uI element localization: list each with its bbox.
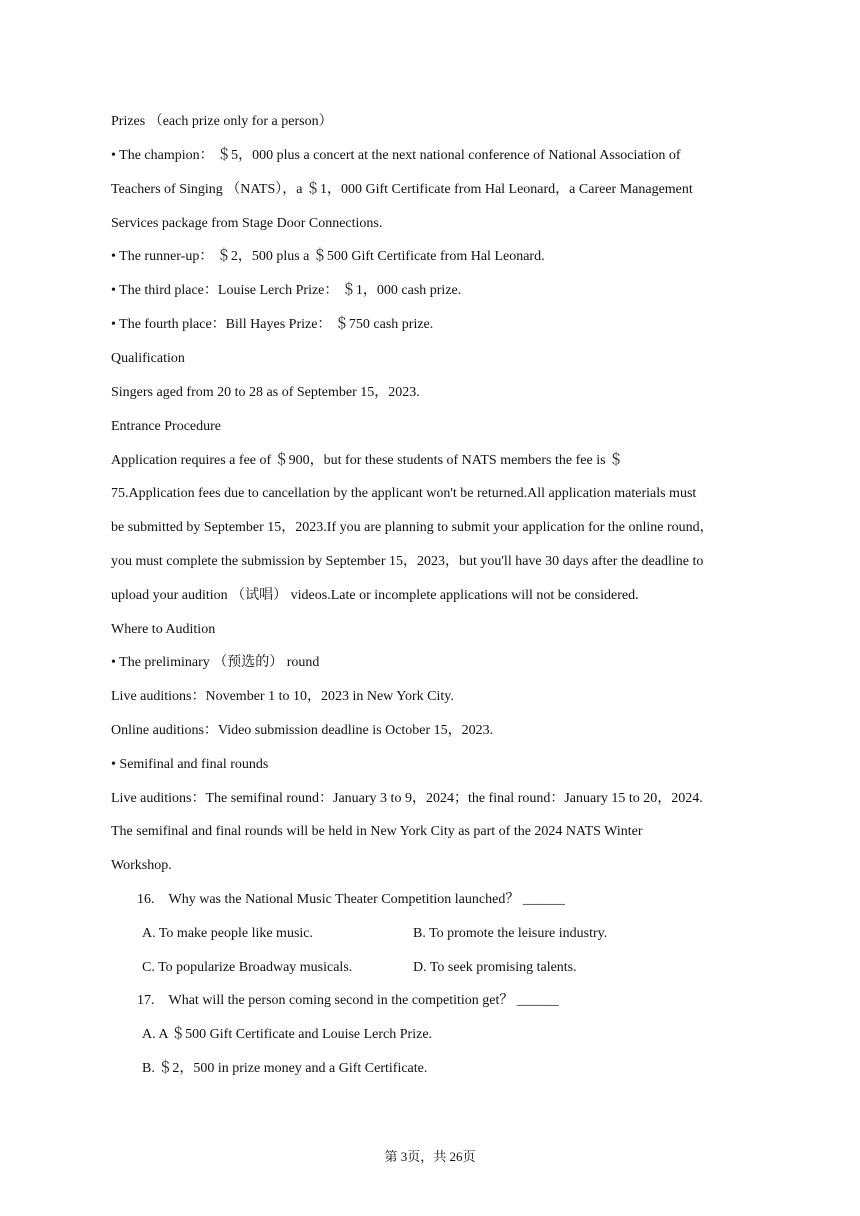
live-auditions-preliminary: Live auditions：November 1 to 10，2023 in New York City. [111,689,454,704]
preliminary-round: • The preliminary （预选的） round [111,655,320,670]
prize-fourth-place: • The fourth place：Bill Hayes Prize： ＄750 cash prize. [111,317,434,332]
heading-where-to-audition: Where to Audition [111,622,216,637]
heading-entrance-procedure: Entrance Procedure [111,419,221,434]
prize-champion-cont: Teachers of Singing （NATS），a ＄1，000 Gift Certificate from Hal Leonard，a Career Management [111,182,693,197]
procedure-text: 75.Application fees due to cancellation by the applicant won't be returned.All application materials must [111,486,697,501]
question-16-option-a: A. To make people like music. [142,926,314,941]
question-16-option-c: C. To popularize Broadway musicals. [142,960,353,975]
page-footer: 第 3页，共 26页 [384,1149,476,1164]
semifinal-location: The semifinal and final rounds will be held in New York City as part of the 2024 NATS Winter [111,824,643,839]
prize-champion-cont-2: Services package from Stage Door Connections. [111,216,383,231]
online-auditions: Online auditions：Video submission deadline is October 15，2023. [111,723,494,738]
procedure-text: upload your audition （试唱） videos.Late or incomplete applications will not be considered. [111,588,639,603]
semifinal-final-rounds: • Semifinal and final rounds [111,757,269,772]
procedure-text: be submitted by September 15，2023.If you are planning to submit your application for the online round， [111,520,714,535]
procedure-text: you must complete the submission by September 15，2023，but you'll have 30 days after the deadline to [111,554,704,569]
qualification-text: Singers aged from 20 to 28 as of September 15，2023. [111,385,420,400]
question-16-option-d: D. To seek promising talents. [413,960,577,975]
heading-prizes: Prizes （each prize only for a person） [111,114,333,129]
prize-third-place: • The third place：Louise Lerch Prize： ＄1，000 cash prize. [111,283,462,298]
question-17-option-b: B. ＄2，500 in prize money and a Gift Certificate. [142,1061,428,1076]
question-17-option-a: A. A ＄500 Gift Certificate and Louise Lerch Prize. [142,1027,433,1042]
procedure-text: Application requires a fee of ＄900，but for these students of NATS members the fee is ＄ [111,453,624,468]
question-16-option-b: B. To promote the leisure industry. [413,926,608,941]
question-17-stem: 17. What will the person coming second in the competition get？ ______ [137,993,559,1008]
semifinal-location-cont: Workshop. [111,858,172,873]
heading-qualification: Qualification [111,351,185,366]
prize-runner-up: • The runner-up： ＄2，500 plus a ＄500 Gift Certificate from Hal Leonard. [111,249,545,264]
question-16-stem: 16. Why was the National Music Theater Competition launched？ ______ [137,892,565,907]
live-auditions-semifinal: Live auditions：The semifinal round：January 3 to 9，2024；the final round：January 15 to 20，2024. [111,791,703,806]
prize-champion: • The champion： ＄5，000 plus a concert at the next national conference of National Association of [111,148,681,163]
